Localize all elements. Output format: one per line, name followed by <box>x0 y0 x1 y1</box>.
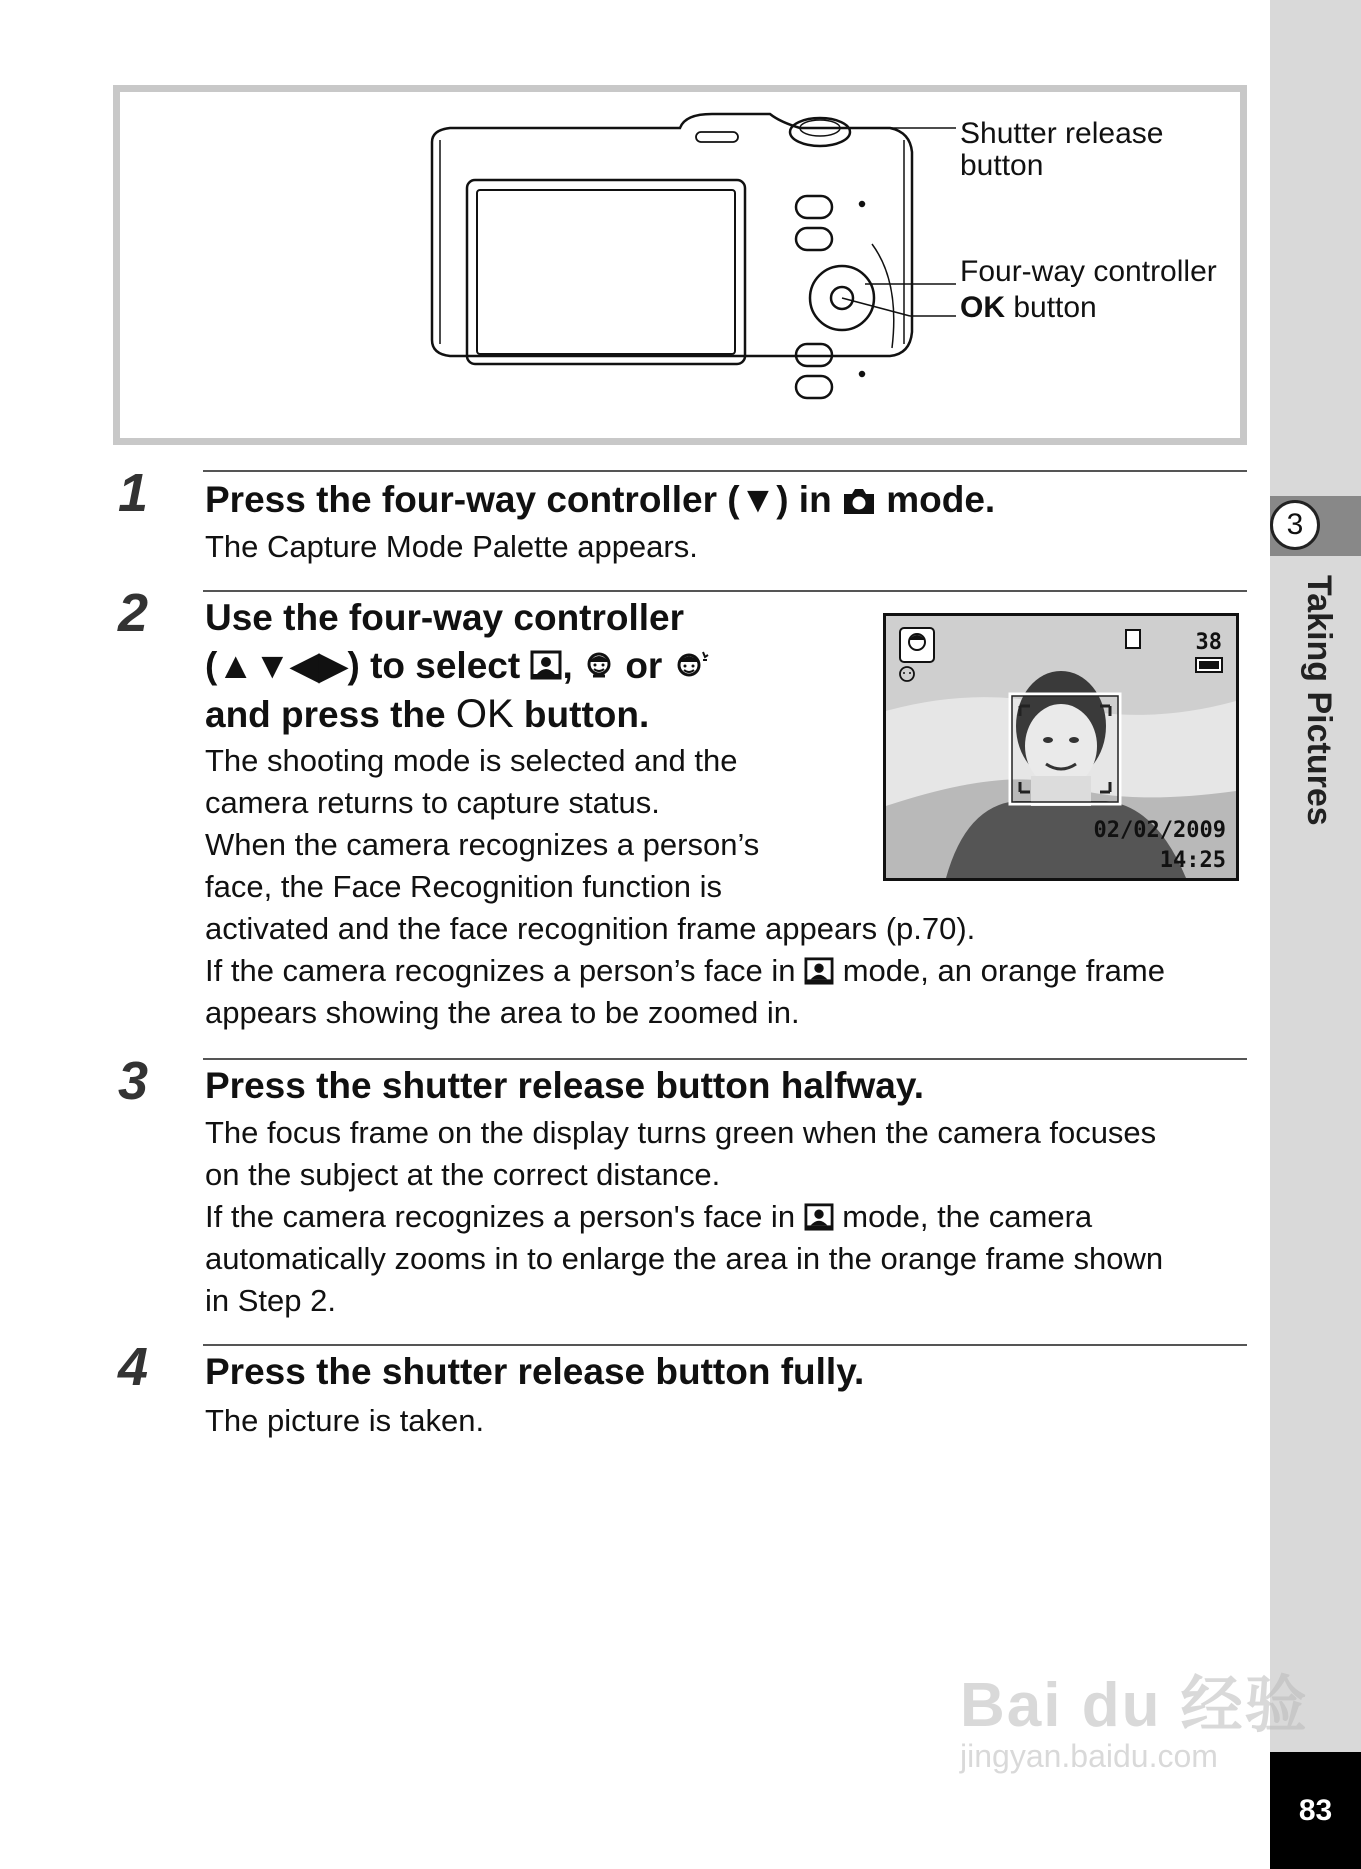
step-2-title-line3 <box>205 690 845 739</box>
lcd-screenshot <box>883 613 1239 881</box>
step-4-body-line: The picture is taken. <box>205 1403 485 1438</box>
lcd-datetime <box>1094 816 1226 876</box>
step-2-body-line: camera returns to capture status. <box>205 785 660 820</box>
step-2-title <box>205 594 845 739</box>
step-1-number: 1 <box>118 463 149 523</box>
step-1-body <box>205 526 698 568</box>
camera-mode-icon <box>842 486 876 516</box>
step-3-body-line-icon <box>205 1196 1250 1238</box>
step-2-number: 2 <box>118 583 149 643</box>
watermark-logo-text: Bai du 经验 <box>960 1671 1309 1740</box>
camera-figure <box>113 85 1247 445</box>
step-2-title-or: or <box>625 645 663 686</box>
step-2-body-line: appears showing the area to be zoomed in. <box>205 995 800 1030</box>
step-2-title-line3-b: button. <box>513 694 650 735</box>
step-2-body-line-icon <box>205 950 1245 992</box>
page-number: 83 <box>1270 1752 1361 1869</box>
step-4-number: 4 <box>118 1337 149 1397</box>
ok-button-label-text: button <box>1005 291 1097 324</box>
shutter-release-label: Shutter release button <box>960 117 1164 182</box>
step-2-title-line3-a: and press the <box>205 694 456 735</box>
step-3-body-icon-b: mode, the camera <box>833 1199 1093 1234</box>
step-2-title-line2 <box>205 642 845 690</box>
step-3-body-icon-a: If the camera recognizes a person's face in <box>205 1199 804 1234</box>
ok-glyph: OK <box>455 692 514 736</box>
step-3-body-line: on the subject at the correct distance. <box>205 1157 721 1192</box>
shots-remaining: 38 <box>1195 630 1222 655</box>
step-3-number: 3 <box>118 1051 149 1111</box>
step-2-body-icon-a: If the camera recognizes a person’s face in <box>205 953 805 988</box>
chapter-sidebar <box>1270 0 1361 1869</box>
step-2-body-line: activated and the face recognition frame appears (p.70). <box>205 911 976 946</box>
step-1-title <box>205 476 995 524</box>
step-2-body-icon-b: mode, an orange frame <box>834 953 1165 988</box>
ok-button-label <box>960 292 1097 324</box>
lcd-date: 02/02/2009 <box>1093 818 1226 843</box>
step-2-title-line2-a: (▲▼◀▶) to select <box>205 645 531 686</box>
step-1-body-line: The Capture Mode Palette appears. <box>205 529 698 564</box>
self-portrait-icon <box>673 650 709 682</box>
step-3-body-line: The focus frame on the display turns green when the camera focuses <box>205 1115 1157 1150</box>
step-2-body-line: The shooting mode is selected and the <box>205 743 738 778</box>
ok-glyph: OK <box>960 291 1005 324</box>
step-1-rule <box>203 470 1247 472</box>
chapter-number: 3 <box>1270 500 1320 550</box>
step-2-title-line1: Use the four-way controller <box>205 597 685 638</box>
face-portrait-mode-icon <box>804 1203 834 1231</box>
step-3-title: Press the shutter release button halfway. <box>205 1065 924 1106</box>
step-1-title-a: Press the four-way controller (▼) in <box>205 479 842 520</box>
step-3-rule <box>203 1058 1247 1060</box>
four-way-controller-label: Four-way controller <box>960 255 1217 288</box>
smile-capture-icon <box>583 650 615 682</box>
face-portrait-mode-icon <box>530 650 562 682</box>
step-2-body-line: When the camera recognizes a person’s <box>205 827 760 862</box>
lcd-time: 14:25 <box>1159 848 1226 873</box>
step-2-title-comma: , <box>562 645 573 686</box>
step-3-body-line: in Step 2. <box>205 1283 336 1318</box>
baidu-watermark <box>960 1655 1309 1775</box>
step-3-body-line: automatically zooms in to enlarge the area in the orange frame shown <box>205 1241 1164 1276</box>
step-4-rule <box>203 1344 1247 1346</box>
chapter-title: Taking Pictures <box>1300 575 1338 826</box>
step-3-body <box>205 1112 1250 1322</box>
step-4-title: Press the shutter release button fully. <box>205 1351 865 1392</box>
step-4-body <box>205 1400 484 1442</box>
step-1-title-b: mode. <box>875 479 996 520</box>
step-2-rule <box>203 590 1247 592</box>
step-2-body-line: face, the Face Recognition function is <box>205 869 722 904</box>
watermark-url: jingyan.baidu.com <box>960 1738 1218 1774</box>
face-portrait-mode-icon <box>804 957 834 985</box>
